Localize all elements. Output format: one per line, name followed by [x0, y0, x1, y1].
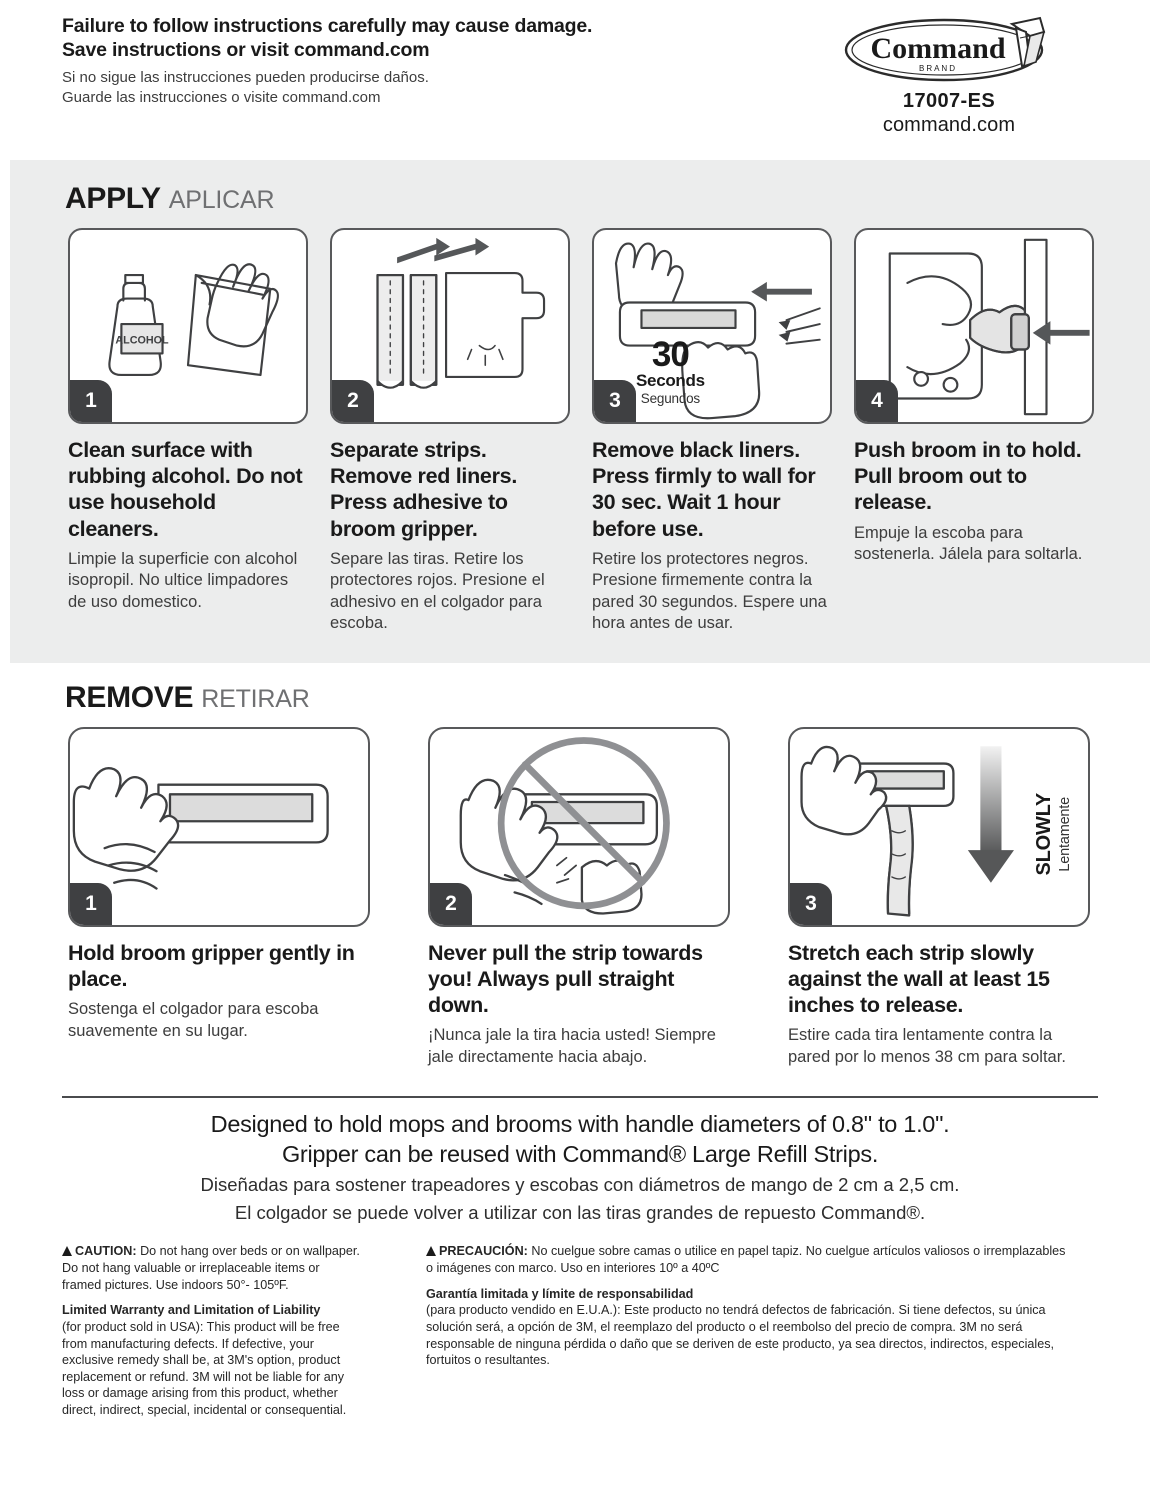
designed-for-line-2: Gripper can be reused with Command® Large Refill Strips. [281, 1140, 879, 1167]
thirty-seconds-timer [636, 335, 705, 407]
apply-step-4-caption-es: Empuje la escoba para sostenerla. Jálela para soltarla. [854, 523, 1083, 564]
designed-for-line-2-es: El colgador se puede volver a utilizar con las tiras grandes de repuesto Command®. [234, 1202, 926, 1224]
hold-gripper-icon [70, 729, 368, 925]
apply-title-es: APLICAR [168, 186, 275, 214]
apply-step-1-panel [68, 228, 308, 424]
timer-label-en: Seconds [636, 371, 705, 391]
apply-step-1-number: 1 [70, 380, 112, 422]
remove-title-es: RETIRAR [201, 684, 310, 713]
warning-triangle-icon-es [426, 1246, 436, 1256]
designed-for-line-1: Designed to hold mops and brooms with handle diameters of 0.8" to 1.0". [210, 1111, 950, 1138]
apply-step-4-number: 4 [856, 380, 898, 422]
precaucion-paragraph [426, 1243, 1066, 1276]
remove-step-2-caption-en: Never pull the strip towards you! Always pull straight down. [428, 940, 703, 1018]
caution-body: Do not hang over beds or on wallpaper. Do not hang valuable or irreplaceable items or framed pictures. Use indoors 50°- 105ºF. [62, 1244, 360, 1292]
garantia-heading: Garantía limitada y límite de responsabilidad [426, 1286, 694, 1301]
apply-step-2-caption-es: Separe las tiras. Retire los protectores rojos. Presione el adhesivo en el colgador para escoba. [330, 549, 545, 633]
remove-step-2-caption-es: ¡Nunca jale la tira hacia usted! Siempre jale directamente hacia abajo. [428, 1026, 716, 1066]
remove-step-3-caption-es: Estire cada tira lentamente contra la pared por lo menos 38 cm para soltar. [788, 1026, 1066, 1066]
apply-step-2-caption-en: Separate strips. Remove red liners. Press adhesive to broom gripper. [330, 438, 517, 541]
remove-step-3-number: 3 [790, 883, 832, 925]
apply-step-1 [68, 228, 308, 635]
apply-title-en: APPLY [65, 182, 161, 215]
remove-step-1-caption-es: Sostenga el colgador para escoba suavemente en su lugar. [68, 1000, 319, 1040]
remove-step-3-caption-en: Stretch each strip slowly against the wall at least 15 inches to release. [788, 940, 1050, 1018]
remove-step-2-panel [428, 727, 730, 927]
warranty-paragraph [62, 1302, 362, 1418]
apply-step-4-panel [854, 228, 1094, 424]
legal-block [62, 1243, 1098, 1427]
command-logo [844, 14, 1054, 86]
remove-step-1-caption-en: Hold broom gripper gently in place. [68, 940, 355, 991]
warning-text-es: Si no sigue las instrucciones pueden producirse daños. Guarde las instrucciones o visite command.com [62, 68, 429, 106]
remove-section [10, 663, 1150, 1079]
remove-title-en: REMOVE [65, 680, 194, 714]
apply-step-4-caption-en: Push broom in to hold. Pull broom out to release. [854, 438, 1082, 515]
remove-step-1-panel [68, 727, 370, 927]
caution-paragraph [62, 1243, 362, 1293]
caution-label: CAUTION: [75, 1244, 137, 1259]
timer-number: 30 [651, 335, 689, 374]
slowly-label-group [1033, 765, 1074, 905]
slowly-label-es: Lentamente [1057, 797, 1073, 872]
page-footer [62, 1096, 1098, 1427]
warranty-heading: Limited Warranty and Limitation of Liability [62, 1303, 321, 1318]
apply-step-3 [592, 228, 832, 635]
remove-step-1 [68, 727, 370, 1069]
remove-step-3-panel [788, 727, 1090, 927]
brand-block [834, 14, 1064, 137]
remove-step-3 [788, 727, 1090, 1069]
warning-triangle-icon [62, 1246, 72, 1256]
warning-text-en: Failure to follow instructions carefully may cause damage. Save instructions or visit command.com [62, 15, 593, 62]
apply-step-2 [330, 228, 570, 635]
svg-text:ALCOHOL: ALCOHOL [115, 334, 169, 347]
page-header [0, 0, 1160, 160]
slowly-label-en: SLOWLY [1033, 793, 1055, 876]
apply-steps [10, 228, 1150, 635]
legal-column-english [62, 1243, 362, 1427]
apply-step-1-caption-en: Clean surface with rubbing alcohol. Do not use household cleaners. [68, 438, 303, 541]
apply-step-2-panel [330, 228, 570, 424]
remove-section-title [10, 681, 1150, 715]
apply-step-3-panel [592, 228, 832, 424]
garantia-body: (para producto vendido en E.U.A.): Este producto no tendrá defectos de fabricación. Si tiene defectos, su única solución será, a opción de 3M, el reemplazo del producto o el reembolso del precio de compra. 3M no será responsable de ninguna pérdida o daño que se deriven de este producto, ya sea directos, indirectos, especiales, fortuitos o resultantes. [426, 1303, 1055, 1368]
precaucion-body: No cuelgue sobre camas o utilice en papel tapiz. No cuelgue artículos valiosos o irremplazables o imágenes con marco. Uso en interiores 10º a 40ºC [426, 1244, 1066, 1276]
apply-step-3-caption-es: Retire los protectores negros. Presione firmemente contra la pared 30 segundos. Espere una hora antes de usar. [592, 549, 827, 633]
apply-step-2-number: 2 [332, 380, 374, 422]
legal-column-spanish [426, 1243, 1066, 1427]
designed-for-line-1-es: Diseñadas para sostener trapeadores y escobas con diámetros de mango de 2 cm a 2,5 cm. [200, 1174, 960, 1196]
warranty-body: (for product sold in USA): This product will be free from manufacturing defects. If defective, your exclusive remedy shall be, at 3M's option, product replacement or refund. 3M will not be liable for any loss or damage arising from this product, whether direct, indirect, special, incidental or consequential. [62, 1319, 347, 1417]
brand-website: command.com [882, 114, 1016, 136]
apply-step-4 [854, 228, 1094, 635]
apply-section-title [10, 182, 1150, 216]
svg-text:Command: Command [870, 32, 1006, 65]
apply-step-3-caption-en: Remove black liners. Press firmly to wall for 30 sec. Wait 1 hour before use. [592, 438, 816, 541]
remove-step-1-number: 1 [70, 883, 112, 925]
do-not-pull-toward-you-icon [430, 729, 728, 925]
garantia-paragraph [426, 1286, 1066, 1369]
remove-step-2-number: 2 [430, 883, 472, 925]
product-code: 17007-ES [902, 90, 996, 112]
precaucion-label: PRECAUCIÓN: [439, 1244, 528, 1259]
apply-step-3-number: 3 [594, 380, 636, 422]
remove-steps [10, 727, 1150, 1069]
apply-step-1-caption-es: Limpie la superficie con alcohol isopropil. No ultice limpadores de uso domestico. [68, 549, 298, 611]
timer-label-es: Segundos [640, 391, 700, 407]
remove-step-2 [428, 727, 730, 1069]
apply-section [10, 160, 1150, 663]
svg-text:BRAND: BRAND [918, 64, 958, 73]
